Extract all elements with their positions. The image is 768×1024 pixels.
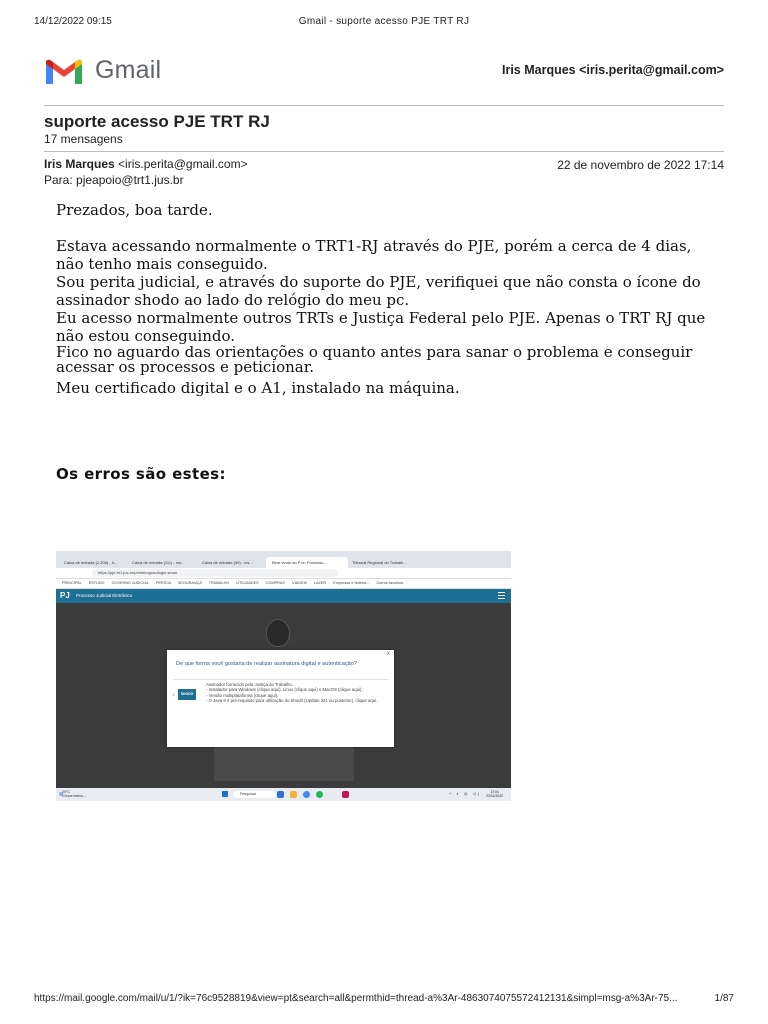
weather-desc: Chuva intens... bbox=[62, 794, 86, 799]
folder-icon bbox=[290, 791, 297, 798]
app-icon bbox=[342, 791, 349, 798]
message-recipient: Para: pjeapoio@trt1.jus.br bbox=[44, 173, 184, 187]
message-paragraph: Meu certificado digital e o A1, instalado na máquina. bbox=[56, 379, 460, 397]
signature-modal bbox=[167, 650, 394, 747]
thread-divider bbox=[44, 151, 724, 152]
taskbar-app-icon bbox=[277, 791, 284, 798]
thread-subject: suporte acesso PJE TRT RJ bbox=[44, 112, 270, 131]
message-paragraph: Estava acessando normalmente o TRT1-RJ através do PJE, porém a cerca de 4 dias, não tenho mais conseguido. bbox=[56, 237, 692, 273]
browser-icon bbox=[329, 791, 336, 798]
bookmark-item: SEGURANÇA bbox=[177, 581, 202, 585]
taskbar-search: Pesquisar bbox=[233, 791, 276, 798]
modal-instructions bbox=[206, 682, 386, 704]
print-datetime: 14/12/2022 09:15 bbox=[34, 16, 112, 27]
embedded-screenshot bbox=[56, 551, 511, 801]
windows-start-icon bbox=[222, 791, 228, 797]
browser-url: https://pje.trt1.jus.br/primeirograu/login.seam bbox=[92, 569, 338, 577]
gmail-logo-icon bbox=[44, 56, 84, 86]
sender-name: Iris Marques bbox=[44, 157, 115, 171]
clock-date: 22/11/2022 bbox=[486, 794, 503, 799]
message-greeting: Prezados, boa tarde. bbox=[56, 201, 213, 219]
errors-heading: Os erros são estes: bbox=[56, 465, 226, 483]
modal-line: - Versão multiplataforma (clique aqui); bbox=[206, 692, 279, 698]
modal-title: De que forma você gostaria de realizar assinatura digital e autenticação? bbox=[176, 661, 357, 667]
browser-tab: Caixa de entrada (111) - ins... bbox=[132, 560, 185, 565]
coat-of-arms-icon bbox=[266, 619, 290, 647]
browser-address-bar bbox=[56, 568, 511, 579]
print-header bbox=[34, 16, 734, 30]
windows-taskbar bbox=[56, 788, 511, 801]
spotify-icon bbox=[316, 791, 323, 798]
hamburger-menu-icon bbox=[498, 592, 505, 599]
bookmark-item: PRINCIPAL bbox=[62, 581, 82, 585]
weather-temp: 29°C bbox=[62, 790, 71, 794]
bookmark-item: Empresas e Noticia... bbox=[333, 581, 370, 585]
bookmark-item: PERÍCIA bbox=[155, 581, 171, 585]
checkmark-icon: ✓ bbox=[172, 692, 176, 697]
account-label: Iris Marques <iris.perita@gmail.com> bbox=[502, 63, 724, 77]
taskbar-clock bbox=[486, 790, 503, 799]
print-footer-url: https://mail.google.com/mail/u/1/?ik=76c9528819&view=pt&search=all&permthid=thread-a%3Ar-4863074075572412131&simpl=msg-a%3Ar-75... bbox=[34, 993, 678, 1004]
bookmarks-bar bbox=[56, 579, 511, 589]
clock-time: 17:04 bbox=[490, 790, 499, 794]
message-sender bbox=[44, 157, 248, 171]
browser-tab-bar bbox=[56, 551, 511, 568]
bookmark-item: LAZER bbox=[313, 581, 327, 585]
pje-app-bar bbox=[56, 589, 511, 603]
weather-widget bbox=[62, 790, 86, 798]
message-paragraph: Eu acesso normalmente outros TRTs e Justiça Federal pelo PJE. Apenas o TRT RJ que não estou conseguindo. bbox=[56, 309, 706, 345]
sender-email: <iris.perita@gmail.com> bbox=[118, 157, 248, 171]
gmail-logo bbox=[44, 54, 184, 90]
modal-divider bbox=[173, 679, 388, 680]
browser-tab-active: Bem-vindo ao PJe: Processo... bbox=[266, 557, 348, 568]
message-paragraph: Fico no aguardo das orientações o quanto antes para sanar o problema e conseguir acessar os processos e peticionar. bbox=[56, 343, 693, 376]
pje-logo: PJ bbox=[60, 591, 70, 600]
browser-tab: Caixa de entrada (49) - ins... bbox=[202, 560, 253, 565]
browser-tab: Caixa de entrada (1.206) - ir... bbox=[64, 560, 118, 565]
message-date: 22 de novembro de 2022 17:14 bbox=[557, 158, 724, 172]
modal-line: - O Java 8 é pré-requisito para utilização do Shodô (Update 321 ou posterior), clique aqui. bbox=[206, 698, 378, 704]
bookmark-item: TRABALHO bbox=[208, 581, 230, 585]
browser-tab: Tribunal Regional do Trabalh... bbox=[352, 560, 407, 565]
bookmark-item: ESTUDO bbox=[88, 581, 105, 585]
modal-line: Assinador fornecido pela Justiça do Trabalho. bbox=[206, 682, 293, 687]
bookmark-item: Outros favoritos bbox=[376, 581, 404, 585]
shodo-button: SHODÔ bbox=[178, 689, 196, 700]
close-icon: x bbox=[387, 651, 390, 657]
bookmark-item: UTILIDADES bbox=[236, 581, 259, 585]
message-paragraph: Sou perita judicial, e através do suporte do PJE, verifiquei que não consta o ícone do assinador shodo ao lado do relógio do meu pc. bbox=[56, 273, 701, 309]
gmail-wordmark: Gmail bbox=[95, 56, 162, 84]
system-tray-icons: ^ ◐ ◎ ◁) bbox=[449, 791, 481, 796]
header-divider bbox=[44, 105, 724, 106]
pje-app-title: Processo Judicial Eletrônico bbox=[76, 593, 133, 598]
message-body bbox=[56, 201, 716, 397]
chrome-icon bbox=[303, 791, 310, 798]
thread-message-count: 17 mensagens bbox=[44, 132, 123, 146]
modal-line: - Instalador para Windows (clique aqui), Linux (clique aqui) e MacOS (clique aqui); bbox=[206, 687, 363, 693]
bookmark-item: GOVERNO JUDICIAL bbox=[111, 581, 149, 585]
bookmark-item: VIAGEM bbox=[292, 581, 307, 585]
print-page-number: 1/87 bbox=[714, 993, 734, 1004]
bookmark-item: COMPRAS bbox=[265, 581, 285, 585]
print-title: Gmail - suporte acesso PJE TRT RJ bbox=[298, 16, 470, 27]
